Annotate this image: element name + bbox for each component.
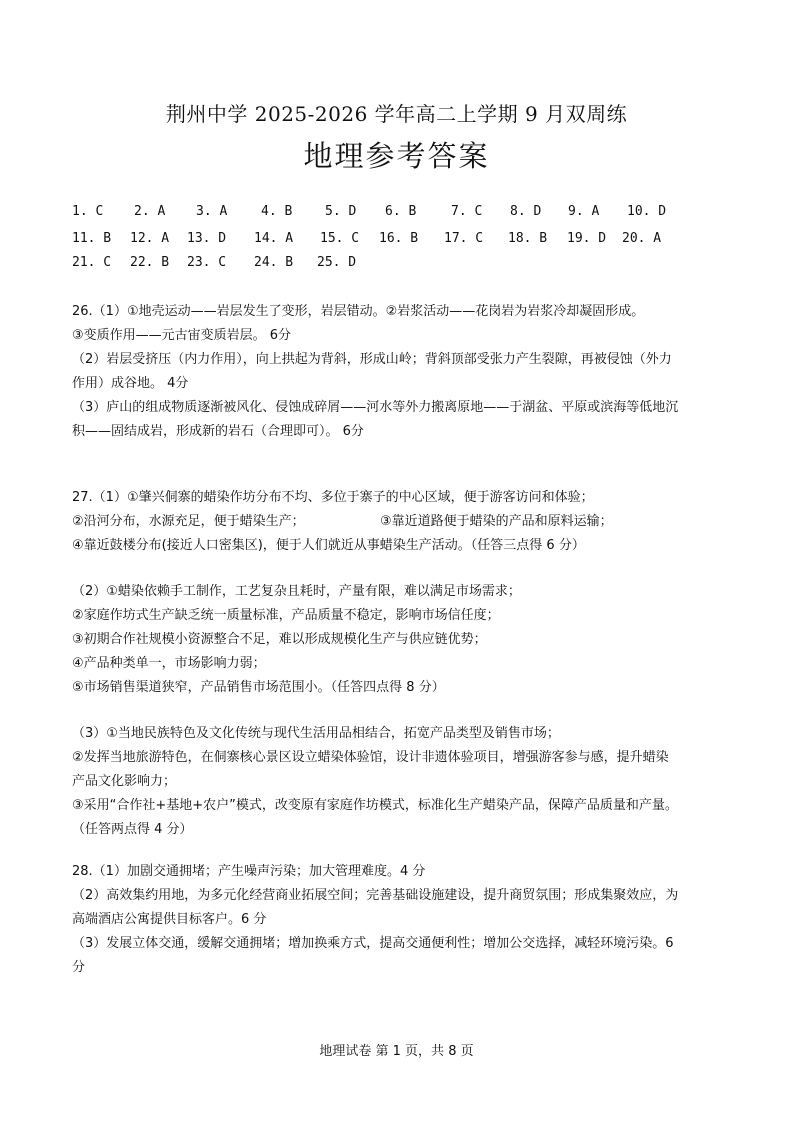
q27-part2-line: （2）①蜡染依赖手工制作，工艺复杂且耗时，产量有限，难以满足市场需求；	[72, 584, 521, 599]
page-footer: 地理试卷 第 1 页，共 8 页	[319, 1044, 474, 1059]
q27-line: ③靠近道路便于蜡染的产品和原料运输；	[380, 514, 613, 529]
answer-item: 25. D	[317, 255, 357, 270]
answer-item: 24. B	[254, 255, 294, 270]
q27-line: ④靠近鼓楼分布(接近人口密集区)，便于人们就近从事蜡染生产活动。（任答三点得 6 分）	[72, 538, 585, 553]
answer-item: 1. C	[72, 204, 104, 219]
q28-line: （3）发展立体交通，缓解交通拥堵；增加换乘方式，提高交通便利性；增加公交选择，减轻环境污染。6	[72, 936, 674, 951]
answer-item: 19. D	[567, 231, 607, 246]
answer-item: 22. B	[130, 255, 170, 270]
q28-line: 高端酒店公寓提供目标客户。6 分	[72, 912, 267, 927]
answer-item: 14. A	[254, 231, 294, 246]
answer-item: 13. D	[187, 231, 227, 246]
q26-line: （2）岩层受挤压（内力作用），向上拱起为背斜，形成山岭；背斜顶部受张力产生裂隙，再被侵蚀（外力	[72, 352, 672, 367]
answer-item: 18. B	[508, 231, 548, 246]
q27-line: 27.（1）①肇兴侗寨的蜡染作坊分布不均、多位于寨子的中心区域，便于游客访问和体验；	[72, 490, 594, 505]
answer-item: 5. D	[325, 204, 357, 219]
q26-line: 作用）成谷地。 4分	[72, 376, 189, 391]
answer-item: 20. A	[622, 231, 662, 246]
answer-item: 6. B	[385, 204, 417, 219]
exam-title: 荆州中学 2025-2026 学年高二上学期 9 月双周练	[165, 102, 628, 126]
q27-part2-line: ⑤市场销售渠道狭窄，产品销售市场范围小。（任答四点得 8 分）	[72, 680, 445, 695]
answer-item: 9. A	[568, 204, 600, 219]
q27-part3-line: ③采用“合作社+基地+农户”模式，改变原有家庭作坊模式，标准化生产蜡染产品，保障产品质量和产量。	[72, 798, 678, 813]
q28-line: 28.（1）加剧交通拥堵；产生噪声污染；加大管理难度。4 分	[72, 864, 426, 879]
q27-part3-line: 产品文化影响力；	[72, 774, 177, 789]
answer-item: 2. A	[134, 204, 166, 219]
answer-item: 12. A	[130, 231, 170, 246]
q28-line: 分	[72, 960, 86, 975]
answer-key-title: 地理参考答案	[303, 139, 490, 173]
q27-part3-line: （任答两点得 4 分）	[72, 822, 193, 837]
answer-item: 4. B	[261, 204, 293, 219]
q26-line: ③变质作用——元古宙变质岩层。 6分	[72, 328, 292, 343]
q26-line: 26.（1）①地壳运动——岩层发生了变形，岩层错动。②岩浆活动——花岗岩为岩浆冷却凝固形成。	[72, 304, 645, 319]
answer-item: 16. B	[379, 231, 419, 246]
answer-item: 15. C	[320, 231, 360, 246]
q28-line: （2）高效集约用地，为多元化经营商业拓展空间；完善基础设施建设，提升商贸氛围；形成集聚效应，为	[72, 888, 679, 903]
answer-item: 7. C	[451, 204, 483, 219]
q27-part2-line: ④产品种类单一，市场影响力弱；	[72, 656, 266, 671]
q27-part3-line: ②发挥当地旅游特色，在侗寨核心景区设立蜡染体验馆，设计非遗体验项目，增强游客参与感，提升蜡染	[72, 750, 669, 765]
answer-item: 23. C	[187, 255, 227, 270]
answer-item: 3. A	[196, 204, 228, 219]
q26-line: （3）庐山的组成物质逐渐被风化、侵蚀成碎屑——河水等外力搬离原地——于湖盆、平原或滨海等低地沉	[72, 400, 679, 415]
q27-part2-line: ②家庭作坊式生产缺乏统一质量标准，产品质量不稳定，影响市场信任度；	[72, 608, 500, 623]
answer-item: 11. B	[72, 231, 112, 246]
answer-item: 10. D	[627, 204, 667, 219]
answer-item: 17. C	[444, 231, 484, 246]
q26-line: 积——固结成岩，形成新的岩石（合理即可）。 6分	[72, 424, 364, 439]
answer-item: 21. C	[72, 255, 112, 270]
q27-part3-line: （3）①当地民族特色及文化传统与现代生活用品相结合，拓宽产品类型及销售市场；	[72, 726, 560, 741]
q27-line: ②沿河分布，水源充足，便于蜡染生产；	[72, 514, 305, 529]
answer-item: 8. D	[510, 204, 542, 219]
q27-part2-line: ③初期合作社规模小资源整合不足，难以形成规模化生产与供应链优势；	[72, 632, 487, 647]
